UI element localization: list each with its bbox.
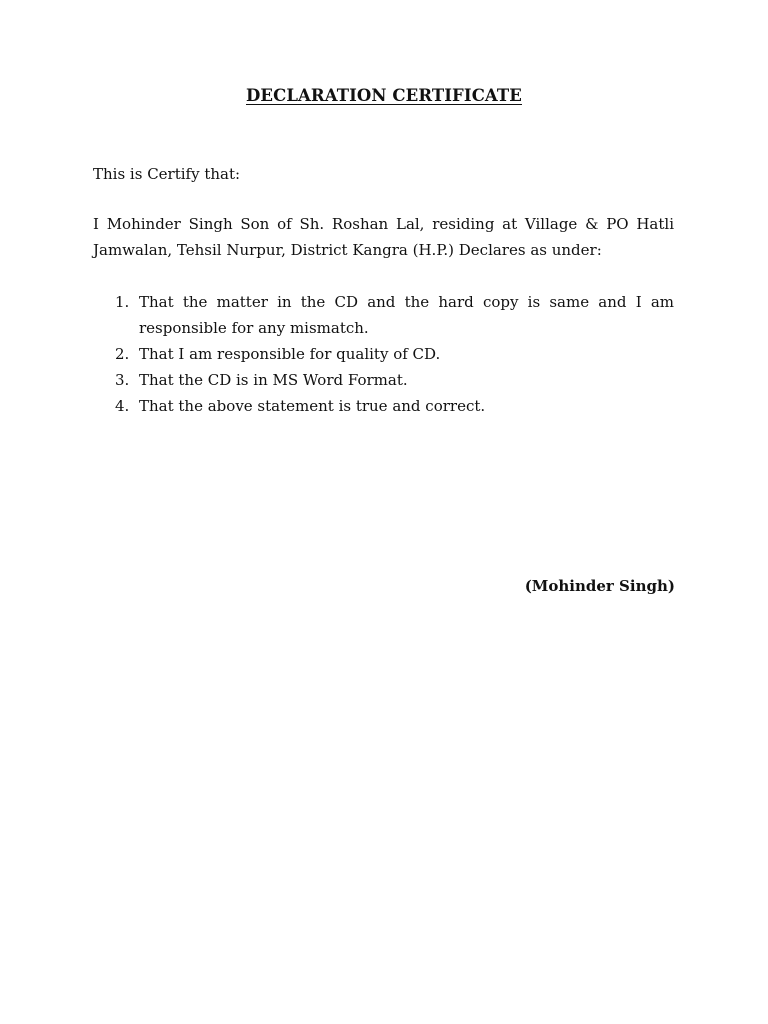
- list-item: [93, 341, 674, 367]
- list-item-number: 3.: [115, 371, 130, 389]
- list-item-text: That the CD is in MS Word Format.: [139, 371, 408, 389]
- document-title: DECLARATION CERTIFICATE: [246, 86, 522, 105]
- intro-paragraph: I Mohinder Singh Son of Sh. Roshan Lal, residing at Village & PO Hatli Jamwalan, Tehsil Nurpur, District Kangra (H.P.) Declares as under:: [93, 215, 674, 259]
- list-item: [93, 367, 674, 393]
- list-item-number: 4.: [115, 397, 130, 415]
- list-item-text: That the matter in the CD and the hard copy is same and I am responsible for any mismatch.: [139, 293, 674, 337]
- list-item: [93, 393, 674, 419]
- list-item-number: 1.: [115, 293, 130, 311]
- list-item-number: 2.: [115, 345, 130, 363]
- list-item-text: That I am responsible for quality of CD.: [139, 345, 441, 363]
- signature-name: (Mohinder Singh): [524, 577, 675, 595]
- certify-line: This is Certify that:: [93, 165, 241, 183]
- list-item-text: That the above statement is true and correct.: [139, 397, 486, 415]
- declaration-list: [93, 289, 674, 419]
- list-item: [93, 289, 674, 341]
